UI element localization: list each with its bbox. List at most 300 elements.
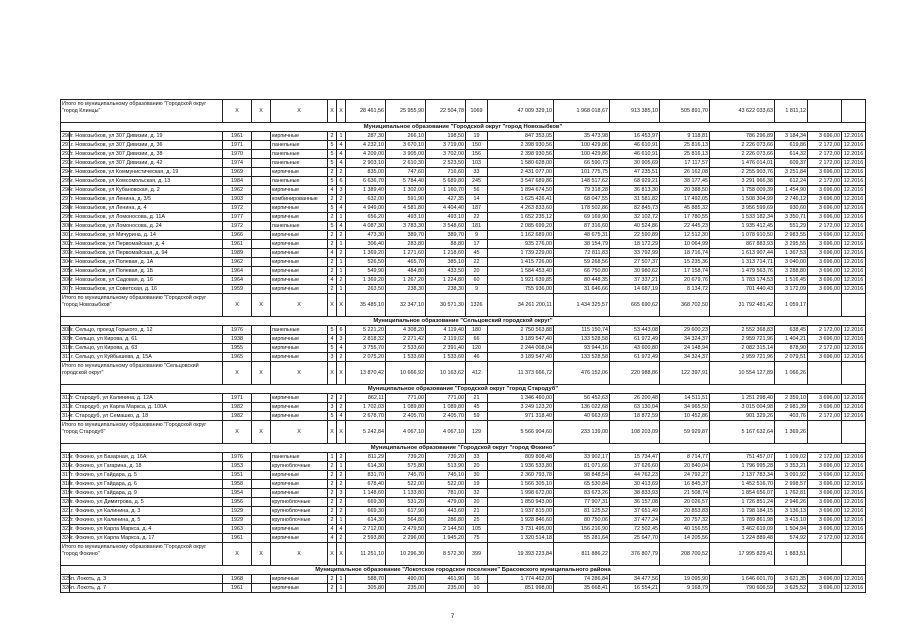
table-cell: 678,40: [346, 480, 386, 489]
table-cell: 3 696,00: [808, 258, 842, 267]
table-row: [61, 471, 866, 480]
table-cell: 80 448,35: [554, 276, 610, 285]
table-cell: 29 600,23: [660, 326, 710, 335]
table-cell: [252, 394, 271, 403]
total-value: 43 622 033,63: [710, 100, 775, 123]
table-cell: 3 040,00: [775, 258, 808, 267]
table-cell: 2 079,51: [775, 353, 808, 362]
table-cell: 12.2016: [842, 575, 866, 584]
table-cell: 4: [328, 534, 337, 543]
table-cell: 319: [62, 490, 71, 496]
table-cell: панельные: [271, 177, 328, 186]
table-cell: 45 885,32: [660, 204, 710, 213]
table-cell: 1 580 628,00: [488, 159, 554, 168]
table-cell: 2 959 721,96: [710, 353, 775, 362]
table-cell: 9: [466, 285, 488, 294]
table-cell: 98 848,54: [554, 471, 610, 480]
table-cell: 3 696,00: [808, 240, 842, 249]
table-cell: г. Новозыбков, ул Ломоносова, д. 11А: [70, 213, 223, 222]
table-cell: 12.2016: [842, 453, 866, 462]
total-value: 665 690,62: [610, 294, 660, 317]
table-cell: 619,86: [775, 141, 808, 150]
table-cell: 34 477,56: [610, 575, 660, 584]
table-cell: 2 172,00: [808, 344, 842, 353]
table-cell: [252, 285, 271, 294]
table-cell: 40 156,55: [660, 525, 710, 534]
table-cell: 2 610,30: [386, 159, 426, 168]
table-cell: 1977: [223, 213, 252, 222]
table-cell: 19: [466, 480, 488, 489]
table-cell: 1 758 009,39: [710, 186, 775, 195]
table-cell: 1964: [223, 267, 252, 276]
table-cell: 4: [328, 525, 337, 534]
table-cell: 3 696,00: [808, 249, 842, 258]
table-cell: 32 102,72: [610, 213, 660, 222]
table-cell: 1972: [223, 204, 252, 213]
table-cell: 294: [62, 169, 71, 175]
table-cell: 308: [62, 327, 71, 333]
table-cell: 588,70: [346, 575, 386, 584]
table-cell: 35 668,41: [554, 584, 610, 593]
table-cell: 309: [62, 336, 71, 342]
table-cell: 5: [328, 204, 337, 213]
table-cell: 150: [466, 141, 488, 150]
table-cell: 12.2016: [842, 480, 866, 489]
table-cell: 790 606,59: [710, 584, 775, 593]
table-cell: кирпичные: [271, 525, 328, 534]
section-header: [61, 317, 866, 326]
table-cell: 3 696,00: [808, 394, 842, 403]
table-cell: 2: [328, 489, 337, 498]
table-cell: 1 854 656,07: [710, 489, 775, 498]
total-value: 22 504,78: [426, 100, 466, 123]
table-cell: 2 172,00: [808, 150, 842, 159]
table-row: [61, 498, 866, 507]
table-cell: 1 218,60: [426, 249, 466, 258]
table-cell: 2 523,50: [426, 159, 466, 168]
total-value: 31 792 481,42: [710, 294, 775, 317]
table-cell: 3 696,00: [808, 231, 842, 240]
table-cell: 12.2016: [842, 141, 866, 150]
table-cell: 181: [466, 222, 488, 231]
table-cell: 18 172,29: [610, 240, 660, 249]
table-cell: 4: [328, 249, 337, 258]
table-cell: кирпичные: [271, 276, 328, 285]
table-cell: кирпичные: [271, 471, 328, 480]
table-cell: 1929: [223, 516, 252, 525]
table-cell: 3 670,10: [386, 141, 426, 150]
table-cell: 930,60: [775, 204, 808, 213]
table-cell: 36 813,30: [610, 186, 660, 195]
table-cell: 831,70: [346, 471, 386, 480]
table-cell: г. Фокино, ул Карла Маркса, д. 4: [70, 525, 223, 534]
table-row: [61, 584, 866, 593]
table-cell: 6: [337, 326, 346, 335]
table-cell: 2 085 699,20: [488, 222, 554, 231]
table-cell: 479,00: [426, 498, 466, 507]
total-value: 1326: [466, 294, 488, 317]
table-row: [61, 525, 866, 534]
table-cell: 1 921 639,85: [488, 276, 554, 285]
table-cell: 1 533,60: [386, 353, 426, 362]
table-cell: 4 209,00: [346, 150, 386, 159]
total-value: 10 666,92: [386, 362, 426, 385]
table-cell: 1 369,20: [346, 276, 386, 285]
table-cell: 3 291 966,38: [710, 177, 775, 186]
table-cell: 100 429,86: [554, 141, 610, 150]
table-cell: 1953: [223, 462, 252, 471]
table-cell: 1961: [223, 534, 252, 543]
table-cell: 1: [337, 240, 346, 249]
table-cell: 1984: [223, 177, 252, 186]
table-cell: 1 937 815,00: [488, 507, 554, 516]
table-cell: 12.2016: [842, 258, 866, 267]
table-cell: 19: [466, 132, 488, 141]
table-cell: 1 726 851,24: [710, 498, 775, 507]
table-cell: 1938: [223, 335, 252, 344]
section-header-text: Муниципальное образование "Локотское городское поселение" Брасовского муниципального района: [61, 566, 866, 575]
table-cell: г. Новозыбков, ул Ленина, д. 4: [70, 204, 223, 213]
table-cell: г. Новозыбков, ул Садовая, д. 16: [70, 276, 223, 285]
table-cell: 522,00: [426, 480, 466, 489]
table-cell: [252, 453, 271, 462]
table-cell: [252, 498, 271, 507]
total-value: 10 554 127,89: [710, 362, 775, 385]
total-value: 35 485,10: [346, 294, 386, 317]
table-cell: 3 956 599,69: [710, 204, 775, 213]
table-cell: 47 235,51: [610, 168, 660, 177]
table-cell: [252, 353, 271, 362]
total-label: Итого по муниципальному образованию "Городской округ "город Новозыбков": [61, 294, 223, 317]
table-cell: 77 907,31: [554, 498, 610, 507]
table-cell: 614,30: [346, 462, 386, 471]
table-cell: панельные: [271, 222, 328, 231]
table-cell: 2: [337, 195, 346, 204]
table-cell: 266,10: [386, 132, 426, 141]
total-value: 34 261 200,11: [488, 294, 554, 317]
table-cell: 245: [466, 177, 488, 186]
table-row: [61, 412, 866, 421]
table-cell: 847 353,05: [488, 132, 554, 141]
table-cell: 14 687,19: [610, 285, 660, 294]
table-cell: 1 566 305,10: [488, 480, 554, 489]
table-cell: 53 443,08: [610, 326, 660, 335]
total-value: 47 009 329,10: [488, 100, 554, 123]
table-cell: 3 696,00: [808, 489, 842, 498]
total-value: 19 393 223,84: [488, 543, 554, 566]
table-cell: п. Локоть, д. 7: [70, 584, 223, 593]
table-cell: 3 621,35: [775, 575, 808, 584]
table-cell: крупноблочные: [271, 498, 328, 507]
table-cell: 755 936,00: [488, 285, 554, 294]
table-cell: 3 696,00: [808, 584, 842, 593]
table-cell: 2 552 368,83: [710, 326, 775, 335]
table-row: [61, 132, 866, 141]
table-cell: 1 935 412,45: [710, 222, 775, 231]
table-cell: [252, 276, 271, 285]
total-x-mark: X: [328, 421, 337, 444]
total-value: 13 870,42: [346, 362, 386, 385]
table-cell: 2: [337, 471, 346, 480]
table-cell: 1 998 672,00: [488, 489, 554, 498]
table-row: [61, 186, 866, 195]
table-cell: панельные: [271, 159, 328, 168]
table-cell: 46 610,91: [610, 150, 660, 159]
table-cell: панельные: [271, 326, 328, 335]
table-cell: 1962: [223, 258, 252, 267]
table-cell: 1903: [223, 195, 252, 204]
table-cell: 878,90: [775, 344, 808, 353]
table-cell: кирпичные: [271, 204, 328, 213]
table-cell: 12.2016: [842, 240, 866, 249]
table-cell: 12.2016: [842, 150, 866, 159]
table-cell: 37 651,49: [610, 507, 660, 516]
table-row: [61, 394, 866, 403]
table-cell: 14 511,51: [660, 394, 710, 403]
repair-program-table: [60, 99, 866, 593]
table-cell: 4: [337, 159, 346, 168]
total-row: [61, 421, 866, 444]
table-cell: 3 696,00: [808, 285, 842, 294]
table-cell: 3 696,00: [808, 267, 842, 276]
table-cell: [252, 575, 271, 584]
table-cell: 389,70: [426, 231, 466, 240]
total-value: 11 251,10: [346, 543, 386, 566]
total-value: [808, 543, 842, 566]
total-value: 1 811,12: [775, 100, 808, 123]
table-cell: 2: [337, 480, 346, 489]
table-cell: 5 689,80: [426, 177, 466, 186]
table-cell: [252, 240, 271, 249]
table-cell: 4: [337, 412, 346, 421]
table-cell: 811,29: [346, 453, 386, 462]
table-row: [61, 462, 866, 471]
total-x-mark: X: [337, 421, 346, 444]
table-cell: [252, 195, 271, 204]
table-cell: 1961: [223, 240, 252, 249]
table-cell: 493,10: [426, 213, 466, 222]
table-cell: 320: [62, 499, 71, 505]
table-cell: [252, 507, 271, 516]
table-cell: 2 479,50: [386, 525, 426, 534]
table-cell: 2 359,10: [775, 394, 808, 403]
total-x-mark: X: [271, 294, 328, 317]
table-cell: 1: [337, 213, 346, 222]
table-cell: 2 750 563,88: [488, 326, 554, 335]
table-cell: 2: [337, 231, 346, 240]
section-header-text: Муниципальное образование "Городской округ "город Стародуб": [61, 385, 866, 394]
table-cell: 1 646 601,70: [710, 575, 775, 584]
table-cell: г. Новозыбков, ул Полевая, д. 1А: [70, 258, 223, 267]
total-value: 25 955,90: [386, 100, 426, 123]
table-cell: г. Фокино, ул Калинина, д. 5: [70, 516, 223, 525]
table-cell: 36 157,08: [610, 498, 660, 507]
table-cell: 21 508,74: [660, 489, 710, 498]
table-cell: 1 162 689,00: [488, 231, 554, 240]
table-cell: 1 224,80: [426, 276, 466, 285]
table-cell: 38 177,45: [660, 177, 710, 186]
table-cell: 2 296,00: [386, 534, 426, 543]
table-cell: 20: [466, 267, 488, 276]
table-cell: 12.2016: [842, 403, 866, 412]
total-value: 1069: [466, 100, 488, 123]
table-cell: 1976: [223, 453, 252, 462]
table-cell: 809 808,48: [488, 453, 554, 462]
table-cell: 2: [328, 498, 337, 507]
table-cell: 1 415 726,00: [488, 258, 554, 267]
table-cell: 301: [62, 232, 71, 238]
table-cell: 771,00: [386, 394, 426, 403]
table-cell: г. Стародуб, ул Калинина, д. 12А: [70, 394, 223, 403]
total-value: 476 152,06: [554, 362, 610, 385]
table-cell: 286,80: [426, 516, 466, 525]
table-cell: кирпичные: [271, 480, 328, 489]
table-cell: кирпичные: [271, 186, 328, 195]
table-cell: г. Новозыбков, ул 307 Дивизии, д. 36: [70, 141, 223, 150]
table-cell: 2 398 930,56: [488, 141, 554, 150]
total-row: [61, 362, 866, 385]
total-value: [842, 543, 866, 566]
total-value: 11 373 666,72: [488, 362, 554, 385]
table-cell: 1 089,80: [426, 403, 466, 412]
table-cell: г. Новозыбков, ул Ломоносова, д. 24: [70, 222, 223, 231]
table-cell: 1 271,60: [386, 249, 426, 258]
table-cell: 4 404,40: [426, 204, 466, 213]
table-cell: 87 316,60: [554, 222, 610, 231]
table-cell: 34 324,37: [660, 353, 710, 362]
table-cell: 4: [337, 222, 346, 231]
table-cell: 2 172,00: [808, 159, 842, 168]
table-cell: [252, 204, 271, 213]
table-cell: 10 452,86: [660, 412, 710, 421]
table-cell: 20 679,76: [660, 276, 710, 285]
table-cell: 5: [328, 150, 337, 159]
table-cell: 1 224 889,48: [710, 534, 775, 543]
table-cell: 1976: [223, 326, 252, 335]
table-cell: 12.2016: [842, 195, 866, 204]
table-cell: 5: [328, 141, 337, 150]
table-cell: 24 148,94: [660, 344, 710, 353]
table-cell: 18 716,74: [660, 249, 710, 258]
table-cell: 2 405,70: [426, 412, 466, 421]
total-row: [61, 543, 866, 566]
total-x-mark: X: [252, 362, 271, 385]
table-cell: 2 172,00: [808, 453, 842, 462]
total-x-mark: X: [223, 294, 252, 317]
table-cell: 493,10: [386, 213, 426, 222]
table-cell: 40 524,86: [610, 222, 660, 231]
table-cell: 2 244 008,04: [488, 344, 554, 353]
table-cell: 3 249 123,20: [488, 403, 554, 412]
table-row: [61, 168, 866, 177]
table-cell: 1955: [223, 344, 252, 353]
table-cell: 1958: [223, 480, 252, 489]
total-x-mark: X: [337, 543, 346, 566]
table-cell: 3: [337, 186, 346, 195]
table-cell: 12.2016: [842, 285, 866, 294]
table-cell: 1 367,53: [775, 249, 808, 258]
table-cell: [252, 326, 271, 335]
table-cell: 5: [328, 412, 337, 421]
total-value: 368 702,50: [660, 294, 710, 317]
table-cell: 2: [337, 498, 346, 507]
table-cell: 385,10: [426, 258, 466, 267]
table-cell: 238,30: [426, 285, 466, 294]
table-cell: 83 673,26: [554, 489, 610, 498]
table-cell: 312: [62, 395, 71, 401]
table-cell: 2: [337, 168, 346, 177]
table-cell: [252, 231, 271, 240]
table-cell: 93 944,16: [554, 344, 610, 353]
table-cell: 5: [328, 326, 337, 335]
table-cell: 1970: [223, 150, 252, 159]
table-cell: 3 702,00: [426, 150, 466, 159]
table-cell: 18 872,59: [610, 412, 660, 421]
table-cell: 1962: [223, 186, 252, 195]
table-cell: [252, 249, 271, 258]
table-cell: 2: [328, 480, 337, 489]
table-cell: г. Новозыбков, ул Советская, д. 16: [70, 285, 223, 294]
table-cell: 1 739 229,00: [488, 249, 554, 258]
table-cell: 2: [337, 353, 346, 362]
table-cell: 3 353,21: [775, 462, 808, 471]
table-cell: 34 965,50: [660, 403, 710, 412]
table-cell: 2: [328, 168, 337, 177]
table-cell: кирпичные: [271, 412, 328, 421]
table-cell: 4: [337, 525, 346, 534]
table-cell: 12.2016: [842, 534, 866, 543]
total-value: [842, 421, 866, 444]
table-cell: 632,00: [346, 195, 386, 204]
table-cell: 12 512,30: [660, 231, 710, 240]
section-header: [61, 444, 866, 453]
table-row: [61, 344, 866, 353]
table-cell: 45: [466, 249, 488, 258]
table-cell: 2: [328, 213, 337, 222]
table-cell: 304: [62, 259, 71, 265]
table-cell: 3 696,00: [808, 168, 842, 177]
table-cell: 2: [337, 507, 346, 516]
table-cell: 297: [62, 196, 71, 202]
section-header: [61, 123, 866, 132]
table-cell: 16 554,21: [610, 584, 660, 593]
table-cell: [252, 258, 271, 267]
table-cell: 27 507,37: [610, 258, 660, 267]
table-cell: 65 530,84: [554, 480, 610, 489]
total-x-mark: X: [328, 362, 337, 385]
table-cell: 3 548,60: [426, 222, 466, 231]
table-cell: 3 696,00: [808, 403, 842, 412]
table-cell: [252, 186, 271, 195]
table-cell: 60: [466, 276, 488, 285]
table-cell: 59 268,56: [554, 258, 610, 267]
table-cell: 433,50: [426, 267, 466, 276]
table-cell: 564,80: [386, 516, 426, 525]
table-cell: 263,50: [346, 285, 386, 294]
total-row: [61, 294, 866, 317]
table-cell: 2 137 783,34: [710, 471, 775, 480]
table-cell: 180: [466, 326, 488, 335]
table-row: [61, 258, 866, 267]
table-cell: 56 452,63: [554, 394, 610, 403]
table-cell: 101 775,75: [554, 168, 610, 177]
table-cell: 3 350,71: [775, 213, 808, 222]
table-cell: 2 398 930,56: [488, 150, 554, 159]
table-cell: 2: [337, 534, 346, 543]
table-cell: 5: [328, 177, 337, 186]
table-cell: 20 026,57: [660, 498, 710, 507]
table-row: [61, 204, 866, 213]
